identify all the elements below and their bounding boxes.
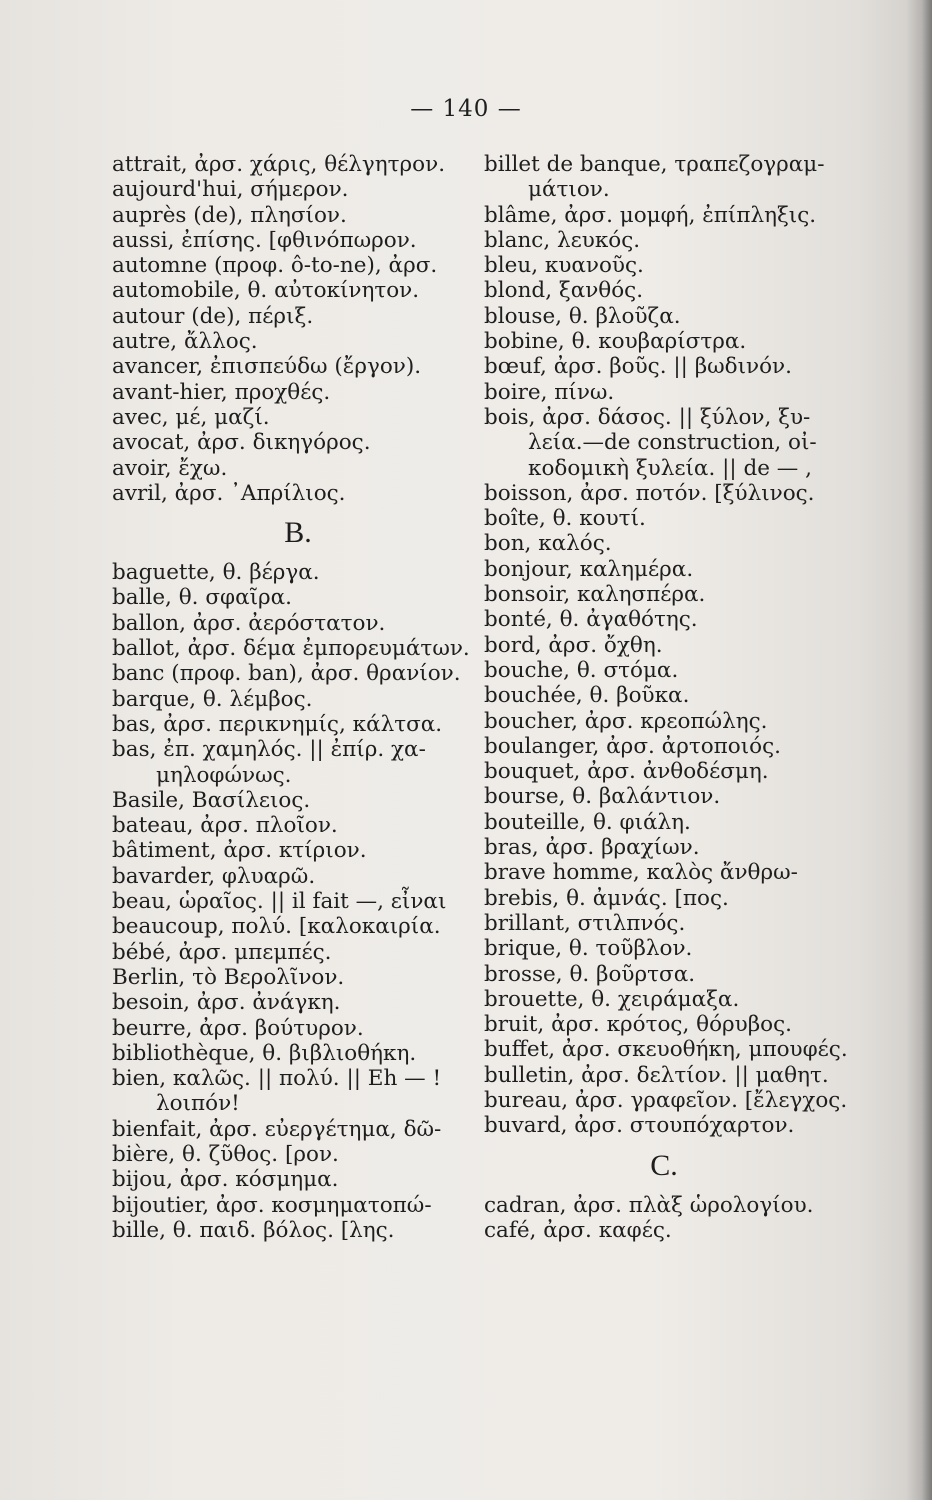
dictionary-entry: brillant, στιλπνός. bbox=[484, 910, 686, 936]
dictionary-entry: aujourd'hui, σήμερον. bbox=[112, 177, 349, 203]
dictionary-entry: boucher, ἀρσ. κρεοπώλης. bbox=[484, 708, 768, 734]
dictionary-entry: blond, ξανθός. bbox=[484, 278, 644, 304]
dictionary-entry: bulletin, ἀρσ. δελτίον. || μαθητ. bbox=[484, 1062, 829, 1088]
dictionary-entry: barque, θ. λέμβος. bbox=[112, 686, 313, 712]
dictionary-entry: beurre, ἀρσ. βούτυρον. bbox=[112, 1015, 364, 1041]
dictionary-entry: auprès (de), πλησίον. bbox=[112, 202, 347, 228]
dictionary-entry-continuation: μάτιον. bbox=[528, 177, 610, 203]
dictionary-entry: blâme, ἀρσ. μομφή, ἐπίπληξις. bbox=[484, 202, 817, 228]
dictionary-entry: bobine, θ. κουβαρίστρα. bbox=[484, 329, 747, 355]
dictionary-entry: baguette, θ. βέργα. bbox=[112, 560, 320, 586]
dictionary-entry: buffet, ἀρσ. σκευοθήκη, μπουφές. bbox=[484, 1037, 848, 1063]
dictionary-entry: balle, θ. σφαῖρα. bbox=[112, 585, 293, 611]
dictionary-entry: blouse, θ. βλοῦζα. bbox=[484, 303, 681, 329]
dictionary-entry: automne (προφ. ô-to-ne), ἀρσ. bbox=[112, 253, 438, 279]
dictionary-entry: banc (προφ. ban), ἀρσ. θρανίον. bbox=[112, 661, 461, 687]
dictionary-entry: aussi, ἐπίσης. [φθινόπωρον. bbox=[112, 227, 417, 253]
dictionary-entry: brouette, θ. χειράμαξα. bbox=[484, 986, 740, 1012]
dictionary-entry: ballon, ἀρσ. ἀερόστατον. bbox=[112, 610, 386, 636]
dictionary-entry: bas, ἐπ. χαμηλός. || ἐπίρ. χα- bbox=[112, 737, 426, 763]
dictionary-entry-continuation: μηλοφώνως. bbox=[156, 762, 292, 788]
dictionary-entry: bateau, ἀρσ. πλοῖον. bbox=[112, 813, 338, 839]
dictionary-entry: blanc, λευκός. bbox=[484, 227, 641, 253]
dictionary-entry: bière, θ. ζῦθος. [ρον. bbox=[112, 1141, 339, 1167]
dictionary-entry: bienfait, ἀρσ. εὐεργέτημα, δῶ- bbox=[112, 1116, 442, 1142]
dictionary-entry: avoir, ἔχω. bbox=[112, 455, 228, 481]
dictionary-entry: bouteille, θ. φιάλη. bbox=[484, 809, 691, 835]
dictionary-entry: brosse, θ. βοῦρτσα. bbox=[484, 961, 696, 987]
page-edge-shadow bbox=[906, 0, 932, 1500]
dictionary-entry: ballot, ἀρσ. δέμα ἐμπορευμάτων. bbox=[112, 636, 470, 662]
dictionary-entry: besoin, ἀρσ. ἀνάγκη. bbox=[112, 990, 341, 1016]
dictionary-entry: autour (de), πέριξ. bbox=[112, 303, 314, 329]
dictionary-entry: avocat, ἀρσ. δικηγόρος. bbox=[112, 430, 371, 456]
dictionary-entry: boîte, θ. κουτί. bbox=[484, 506, 646, 532]
dictionary-entry: bouchée, θ. βοῦκα. bbox=[484, 683, 690, 709]
dictionary-entry: Berlin, τὸ Βερολῖνον. bbox=[112, 964, 345, 990]
dictionary-entry: autre, ἄλλος. bbox=[112, 329, 258, 355]
dictionary-entry: bruit, ἀρσ. κρότος, θόρυβος. bbox=[484, 1012, 792, 1038]
dictionary-entry: bleu, κυανοῦς. bbox=[484, 253, 644, 279]
dictionary-entry: cadran, ἀρσ. πλὰξ ὡρολογίου. bbox=[484, 1192, 814, 1218]
left-column bbox=[112, 152, 484, 1243]
dictionary-entry: billet de banque, τραπεζογραμ- bbox=[484, 152, 825, 177]
dictionary-entry: avancer, ἐπισπεύδω (ἔργον). bbox=[112, 354, 422, 380]
dictionary-entry: bon, καλός. bbox=[484, 531, 612, 557]
section-heading: B. bbox=[284, 516, 312, 550]
page-number: — 140 — bbox=[410, 96, 522, 122]
dictionary-entry: bonté, θ. ἀγαθότης. bbox=[484, 607, 698, 633]
dictionary-entry: beaucoup, πολύ. [καλοκαιρία. bbox=[112, 914, 441, 940]
dictionary-entry: café, ἀρσ. καφές. bbox=[484, 1217, 672, 1243]
dictionary-entry: bijou, ἀρσ. κόσμημα. bbox=[112, 1167, 339, 1193]
dictionary-entry: bibliothèque, θ. βιβλιοθήκη. bbox=[112, 1040, 417, 1066]
dictionary-entry: bébé, ἀρσ. μπεμπές. bbox=[112, 939, 332, 965]
dictionary-entry: bras, ἀρσ. βραχίων. bbox=[484, 835, 700, 861]
dictionary-entry: bijoutier, ἀρσ. κοσμηματοπώ- bbox=[112, 1192, 432, 1218]
dictionary-entry: automobile, θ. αὐτοκίνητον. bbox=[112, 278, 420, 304]
dictionary-entry: brebis, θ. ἀμνάς. [πος. bbox=[484, 885, 729, 911]
dictionary-entry: bois, ἀρσ. δάσος. || ξύλον, ξυ- bbox=[484, 404, 811, 430]
dictionary-entry: bureau, ἀρσ. γραφεῖον. [ἔλεγχος. bbox=[484, 1087, 848, 1113]
dictionary-entry: brave homme, καλὸς ἄνθρω- bbox=[484, 860, 798, 886]
dictionary-entry: bas, ἀρσ. περικνημίς, κάλτσα. bbox=[112, 711, 443, 737]
dictionary-entry: brique, θ. τοῦβλον. bbox=[484, 936, 693, 962]
dictionary-entry-continuation: λεία.—de construction, οἰ- bbox=[528, 430, 817, 456]
dictionary-entry: boulanger, ἀρσ. ἀρτοποιός. bbox=[484, 733, 781, 759]
dictionary-entry: bouche, θ. στόμα. bbox=[484, 657, 679, 683]
dictionary-entry: boire, πίνω. bbox=[484, 379, 615, 405]
dictionary-entry: bonjour, καλημέρα. bbox=[484, 556, 694, 582]
right-column bbox=[484, 152, 848, 1243]
dictionary-entry: avril, ἀρσ. ᾿Απρίλιος. bbox=[112, 480, 346, 506]
dictionary-entry: bonsoir, καλησπέρα. bbox=[484, 582, 706, 608]
dictionary-entry: buvard, ἀρσ. στουπόχαρτον. bbox=[484, 1113, 795, 1139]
dictionary-entry: bouquet, ἀρσ. ἀνθοδέσμη. bbox=[484, 759, 769, 785]
dictionary-entry: bord, ἀρσ. ὄχθη. bbox=[484, 632, 663, 658]
dictionary-entry: bien, καλῶς. || πολύ. || Eh — ! bbox=[112, 1066, 442, 1092]
dictionary-entry: bourse, θ. βαλάντιον. bbox=[484, 784, 721, 810]
dictionary-entry: bœuf, ἀρσ. βοῦς. || βωδινόν. bbox=[484, 354, 792, 380]
dictionary-entry: bavarder, φλυαρῶ. bbox=[112, 863, 316, 889]
dictionary-entry: avec, μέ, μαζί. bbox=[112, 404, 270, 430]
dictionary-entry: beau, ὡραῖος. || il fait —, εἶναι bbox=[112, 889, 447, 915]
dictionary-entry: attrait, ἀρσ. χάρις, θέλγητρον. bbox=[112, 152, 446, 177]
dictionary-entry: Basile, Βασίλειος. bbox=[112, 787, 311, 813]
dictionary-entry: avant-hier, προχθές. bbox=[112, 379, 331, 405]
section-heading: C. bbox=[650, 1148, 678, 1182]
dictionary-entry-continuation: κοδομικὴ ξυλεία. || de — , bbox=[528, 455, 812, 481]
dictionary-entry: boisson, ἀρσ. ποτόν. [ξύλινος. bbox=[484, 480, 815, 506]
dictionary-entry: bâtiment, ἀρσ. κτίριον. bbox=[112, 838, 367, 864]
dictionary-entry: bille, θ. παιδ. βόλος. [λης. bbox=[112, 1217, 395, 1243]
dictionary-entry-continuation: λοιπόν! bbox=[156, 1091, 240, 1117]
